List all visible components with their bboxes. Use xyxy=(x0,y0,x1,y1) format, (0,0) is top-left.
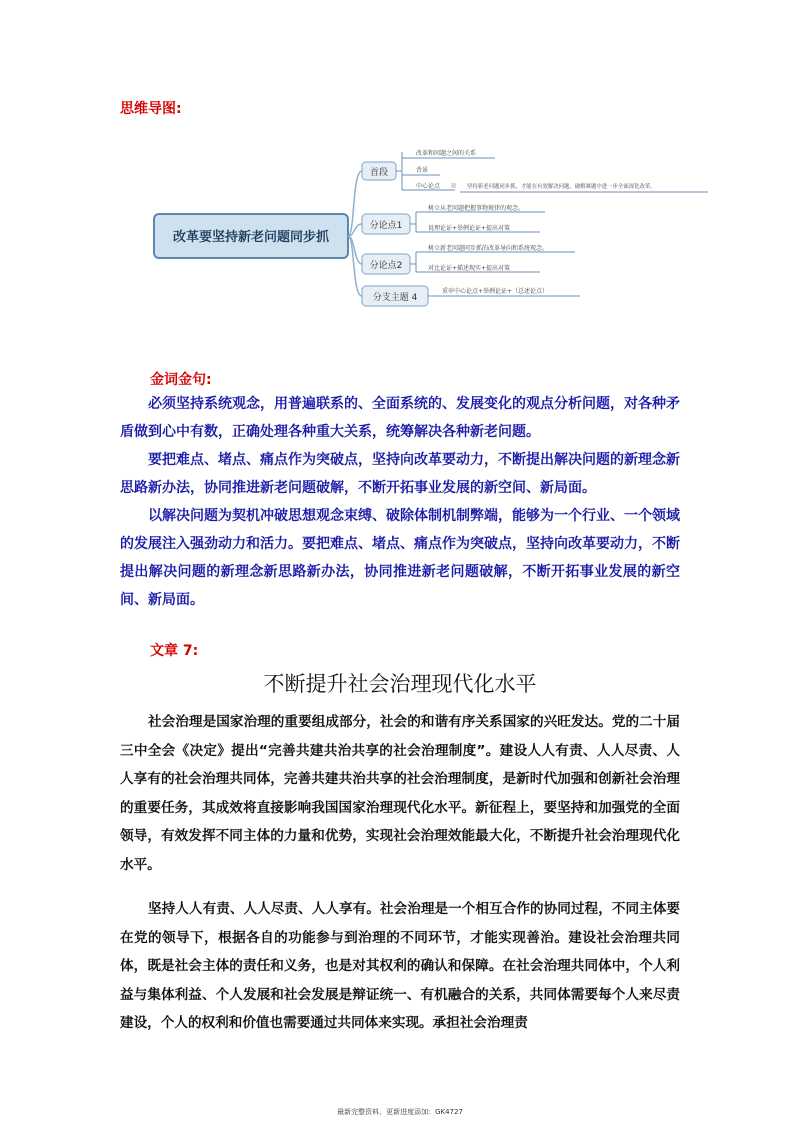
mindmap-root-node xyxy=(154,214,348,258)
quotes-heading: 金词金句: xyxy=(150,372,212,388)
quote-paragraph-3: 以解决问题为契机冲破思想观念束缚、破除体制机制弊端，能够为一个行业、一个领域的发展注入强劲动力和活力。要把难点、堵点、痛点作为突破点，坚持向改革要动力，不断提出解决问题的新理念新思路新办法，协同推进新老问题破解，不断开拓事业发展的新空间、新局面。 xyxy=(120,508,680,608)
branch-2-leaf-1: 树立从老问题把握事物规律的观念。 xyxy=(428,205,525,212)
branch-1-leaf-2: 背景 xyxy=(416,167,429,174)
branch-3-label: 分论点2 xyxy=(369,261,403,271)
branch-1-leaf-1: 改革和问题之间的关系 xyxy=(416,150,477,157)
mindmap-branch-4 xyxy=(362,286,580,306)
branch-4-label: 分支主题 4 xyxy=(372,293,418,303)
mindmap-root-label: 改革要坚持新老问题同步抓 xyxy=(172,230,330,245)
article-paragraph-2: 坚持人人有责、人人尽责、人人享有。社会治理是一个相互合作的协同过程，不同主体要在党的领导下，根据各自的功能参与到治理的不同环节，才能实现善治。建设社会治理共同体，既是社会主体的责任和义务，也是对其权利的确认和保障。在社会治理共同体中，个人利益与集体利益、个人发展和社会发展是辩证统一、有机融合的关系，共同体需要每个人来尽责建设，个人的权利和价值也需要通过共同体来实现。承担社会治理责 xyxy=(120,901,680,1031)
mindmap-branch-3 xyxy=(362,244,575,274)
branch-2-label: 分论点1 xyxy=(369,221,403,231)
branch-1-note: 坚持新老问题同步抓，才能在有效解决问题、破解难题中进一步全面深化改革。 xyxy=(467,184,656,190)
branch-1-label: 首段 xyxy=(369,168,389,178)
quote-paragraph-1: 必须坚持系统观念，用普遍联系的、全面系统的、发展变化的观点分析问题，对各种矛盾做到心中有数，正确处理各种重大关系，统筹解决各种新老问题。 xyxy=(120,396,680,440)
branch-2-leaf-2: 说理论证+举例论证+提出对策 xyxy=(428,225,511,232)
branch-3-leaf-1: 树立新老问题同步抓的改革导向和系统观念。 xyxy=(428,245,549,252)
mindmap-heading: 思维导图: xyxy=(120,101,182,117)
connector-1 xyxy=(348,171,362,236)
branch-4-leaf-1: 重申中心论点+举例论证+（总述论点） xyxy=(442,288,549,295)
branch-3-leaf-2: 对比论证+描述现实+提出对策 xyxy=(428,265,511,272)
branch-1-leaf-3: 中心论点 xyxy=(416,183,441,190)
article-paragraph-1: 社会治理是国家治理的重要组成部分，社会的和谐有序关系国家的兴旺发达。党的二十届三中全会《决定》提出“完善共建共治共享的社会治理制度”。建设人人有责、人人尽责、人人享有的社会治理共同体，完善共建共治共享的社会治理制度，是新时代加强和创新社会治理的重要任务，其成效将直接影响我国国家治理现代化水平。新征程上，要坚持和加强党的全面领导，有效发挥不同主体的力量和优势，实现社会治理效能最大化，不断提升社会治理现代化水平。 xyxy=(120,714,680,873)
page-footer: 最新完整资料、更新进度添加：GK4727 xyxy=(337,1108,463,1116)
mindmap-diagram xyxy=(140,140,720,315)
quote-paragraph-2: 要把难点、堵点、痛点作为突破点，坚持向改革要动力，不断提出解决问题的新理念新思路新办法，协同推进新老问题破解，不断开拓事业发展的新空间、新局面。 xyxy=(120,452,680,496)
mindmap-branch-1 xyxy=(362,149,708,192)
article-heading: 文章 7: xyxy=(150,643,199,659)
article-title: 不断提升社会治理现代化水平 xyxy=(263,672,537,696)
mindmap-branch-2 xyxy=(362,204,545,234)
connector-4 xyxy=(348,236,362,296)
